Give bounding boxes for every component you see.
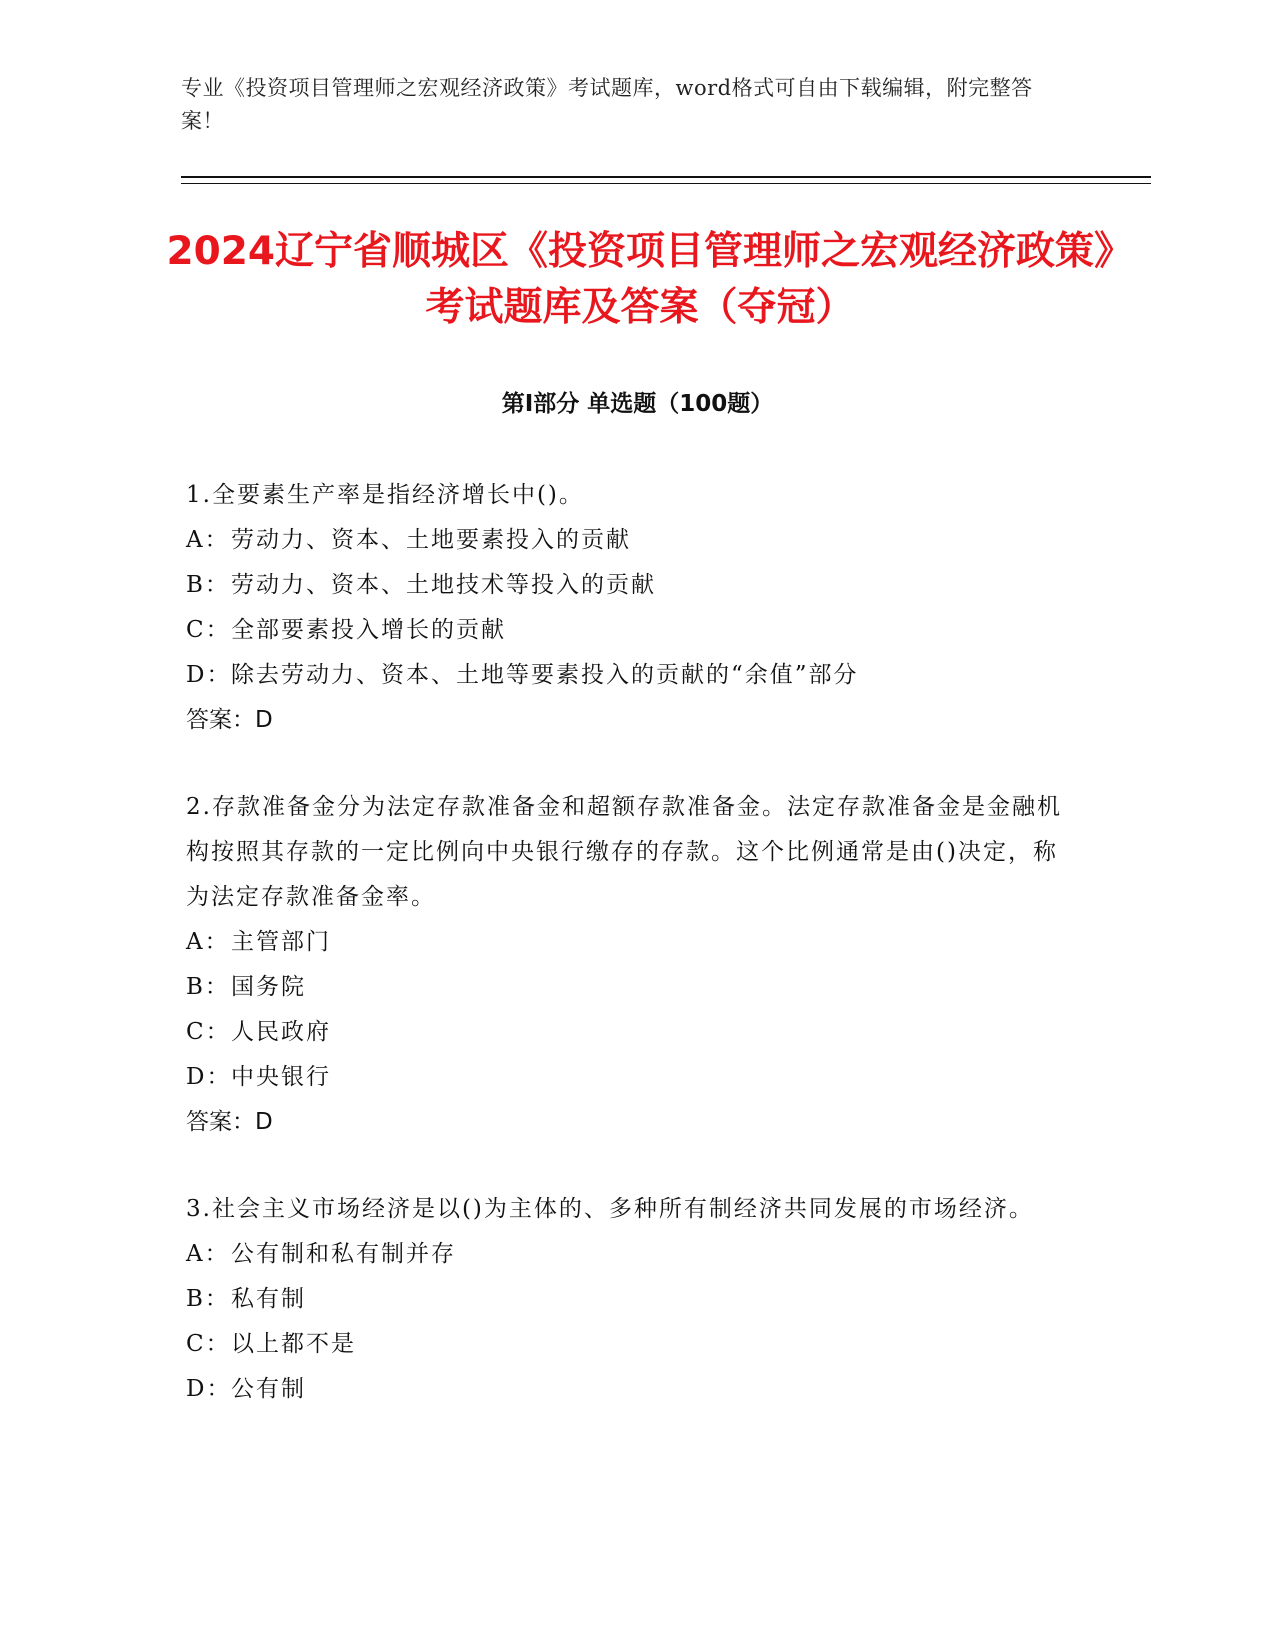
option-text: 全部要素投入增长的贡献 [231, 617, 506, 643]
option-key: B： [186, 974, 230, 1000]
option-text: 除去劳动力、资本、土地等要素投入的贡献的“余值”部分 [231, 662, 859, 688]
question-item [186, 1187, 1066, 1412]
option-d [186, 653, 1066, 698]
section-title: 第Ⅰ部分 单选题（100题） [501, 391, 774, 417]
option-text: 劳动力、资本、土地技术等投入的贡献 [231, 572, 656, 598]
option-d [186, 1055, 1066, 1100]
question-item [186, 473, 1066, 743]
header-divider-thick [181, 176, 1151, 178]
option-text: 国务院 [231, 974, 306, 1000]
option-key: C： [186, 1331, 231, 1357]
header-note: 专业《投资项目管理师之宏观经济政策》考试题库，word格式可自由下载编辑，附完整答案！ [181, 76, 1033, 133]
option-text: 以上都不是 [231, 1331, 356, 1357]
question-stem: 1.全要素生产率是指经济增长中()。 [186, 482, 584, 508]
option-a [186, 518, 1066, 563]
question-stem: 2.存款准备金分为法定存款准备金和超额存款准备金。法定存款准备金是金融机构按照其存款的一定比例向中央银行缴存的存款。这个比例通常是由()决定，称为法定存款准备金率。 [186, 794, 1062, 910]
option-c [186, 1322, 1066, 1367]
option-key: C： [186, 617, 231, 643]
option-text: 公有制和私有制并存 [231, 1241, 456, 1267]
option-b [186, 1277, 1066, 1322]
option-text: 公有制 [231, 1376, 306, 1402]
option-key: A： [186, 527, 230, 553]
option-key: D： [186, 662, 232, 688]
question-item [186, 785, 1066, 1145]
option-key: D： [186, 1376, 232, 1402]
option-text: 主管部门 [231, 929, 331, 955]
option-key: B： [186, 1286, 230, 1312]
option-key: B： [186, 572, 230, 598]
option-text: 私有制 [231, 1286, 306, 1312]
answer-line: 答案：D [186, 707, 273, 733]
option-key: A： [186, 1241, 230, 1267]
option-a [186, 920, 1066, 965]
option-c [186, 1010, 1066, 1055]
option-d [186, 1367, 1066, 1412]
option-b [186, 965, 1066, 1010]
header-divider-thin [181, 183, 1151, 184]
option-a [186, 1232, 1066, 1277]
question-stem: 3.社会主义市场经济是以()为主体的、多种所有制经济共同发展的市场经济。 [186, 1196, 1034, 1222]
option-text: 中央银行 [231, 1064, 331, 1090]
option-key: C： [186, 1019, 231, 1045]
answer-line: 答案：D [186, 1109, 273, 1135]
document-title: 2024辽宁省顺城区《投资项目管理师之宏观经济政策》考试题库及答案（夺冠） [166, 229, 1114, 330]
option-text: 人民政府 [231, 1019, 331, 1045]
option-c [186, 608, 1066, 653]
option-b [186, 563, 1066, 608]
option-text: 劳动力、资本、土地要素投入的贡献 [231, 527, 631, 553]
option-key: D： [186, 1064, 232, 1090]
option-key: A： [186, 929, 230, 955]
question-list [186, 473, 1066, 1454]
